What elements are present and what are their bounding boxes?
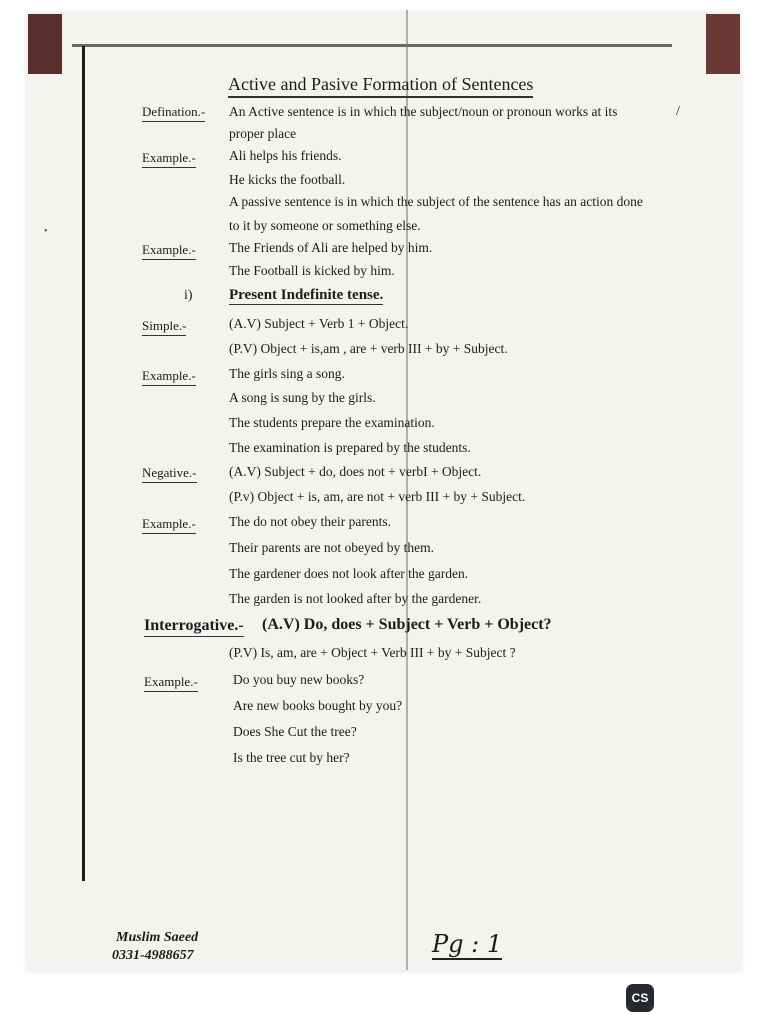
- label-negative: Negative.-: [142, 465, 197, 483]
- author-name: Muslim Saeed: [116, 930, 199, 945]
- formula-line: (A.V) Do, does + Subject + Verb + Object?: [262, 616, 552, 633]
- text-line: The garden is not looked after by the gardener.: [229, 591, 482, 606]
- text-line: The students prepare the examination.: [229, 415, 435, 430]
- text-line: Is the tree cut by her?: [233, 750, 350, 765]
- text-line: proper place: [229, 126, 297, 141]
- text-line: The Football is kicked by him.: [229, 263, 395, 278]
- background-edge: [28, 14, 62, 74]
- text-line: The Friends of Ali are helped by him.: [229, 240, 433, 255]
- formula-line: (P.v) Object + is, am, are not + verb III + by + Subject.: [229, 489, 526, 504]
- label-simple: Simple.-: [142, 318, 186, 336]
- margin-line: [82, 46, 85, 881]
- section-heading: Present Indefinite tense.: [229, 287, 384, 303]
- formula-line: (P.V) Is, am, are + Object + Verb III + by + Subject ?: [229, 645, 516, 660]
- text-line: The girls sing a song.: [229, 366, 345, 381]
- page-number: Pg : 1: [432, 930, 503, 958]
- top-rule: [72, 44, 672, 47]
- pen-mark: /: [676, 104, 680, 119]
- text-line: An Active sentence is in which the subject/noun or pronoun works at its: [229, 104, 618, 119]
- text-line: Ali helps his friends.: [229, 148, 342, 163]
- text-line: to it by someone or something else.: [229, 218, 421, 233]
- label-interrogative: Interrogative.-: [144, 617, 244, 637]
- label-defination: Defination.-: [142, 104, 205, 122]
- text-line: The gardener does not look after the garden.: [229, 566, 469, 581]
- pen-mark: •: [44, 226, 48, 237]
- section-number: i): [184, 288, 193, 303]
- label-example: Example.-: [142, 516, 196, 534]
- label-example: Example.-: [144, 674, 198, 692]
- text-line: A song is sung by the girls.: [229, 390, 376, 405]
- formula-line: (P.V) Object + is,am , are + verb III + by + Subject.: [229, 341, 508, 356]
- text-line: Does She Cut the tree?: [233, 724, 357, 739]
- text-line: The examination is prepared by the students.: [229, 440, 471, 455]
- label-example: Example.-: [142, 242, 196, 260]
- text-line: Are new books bought by you?: [233, 698, 403, 713]
- text-line: Do you buy new books?: [233, 672, 365, 687]
- text-line: A passive sentence is in which the subject of the sentence has an action done: [229, 194, 643, 209]
- formula-line: (A.V) Subject + Verb 1 + Object.: [229, 316, 409, 331]
- formula-line: (A.V) Subject + do, does not + verbI + Object.: [229, 464, 482, 479]
- page-title: Active and Pasive Formation of Sentences: [228, 74, 533, 98]
- camscanner-logo: CS: [626, 984, 654, 1012]
- author-phone: 0331-4988657: [112, 948, 194, 963]
- background-edge: [706, 14, 740, 74]
- label-example: Example.-: [142, 368, 196, 386]
- label-example: Example.-: [142, 150, 196, 168]
- text-line: The do not obey their parents.: [229, 514, 391, 529]
- text-line: He kicks the football.: [229, 172, 346, 187]
- text-line: Their parents are not obeyed by them.: [229, 540, 435, 555]
